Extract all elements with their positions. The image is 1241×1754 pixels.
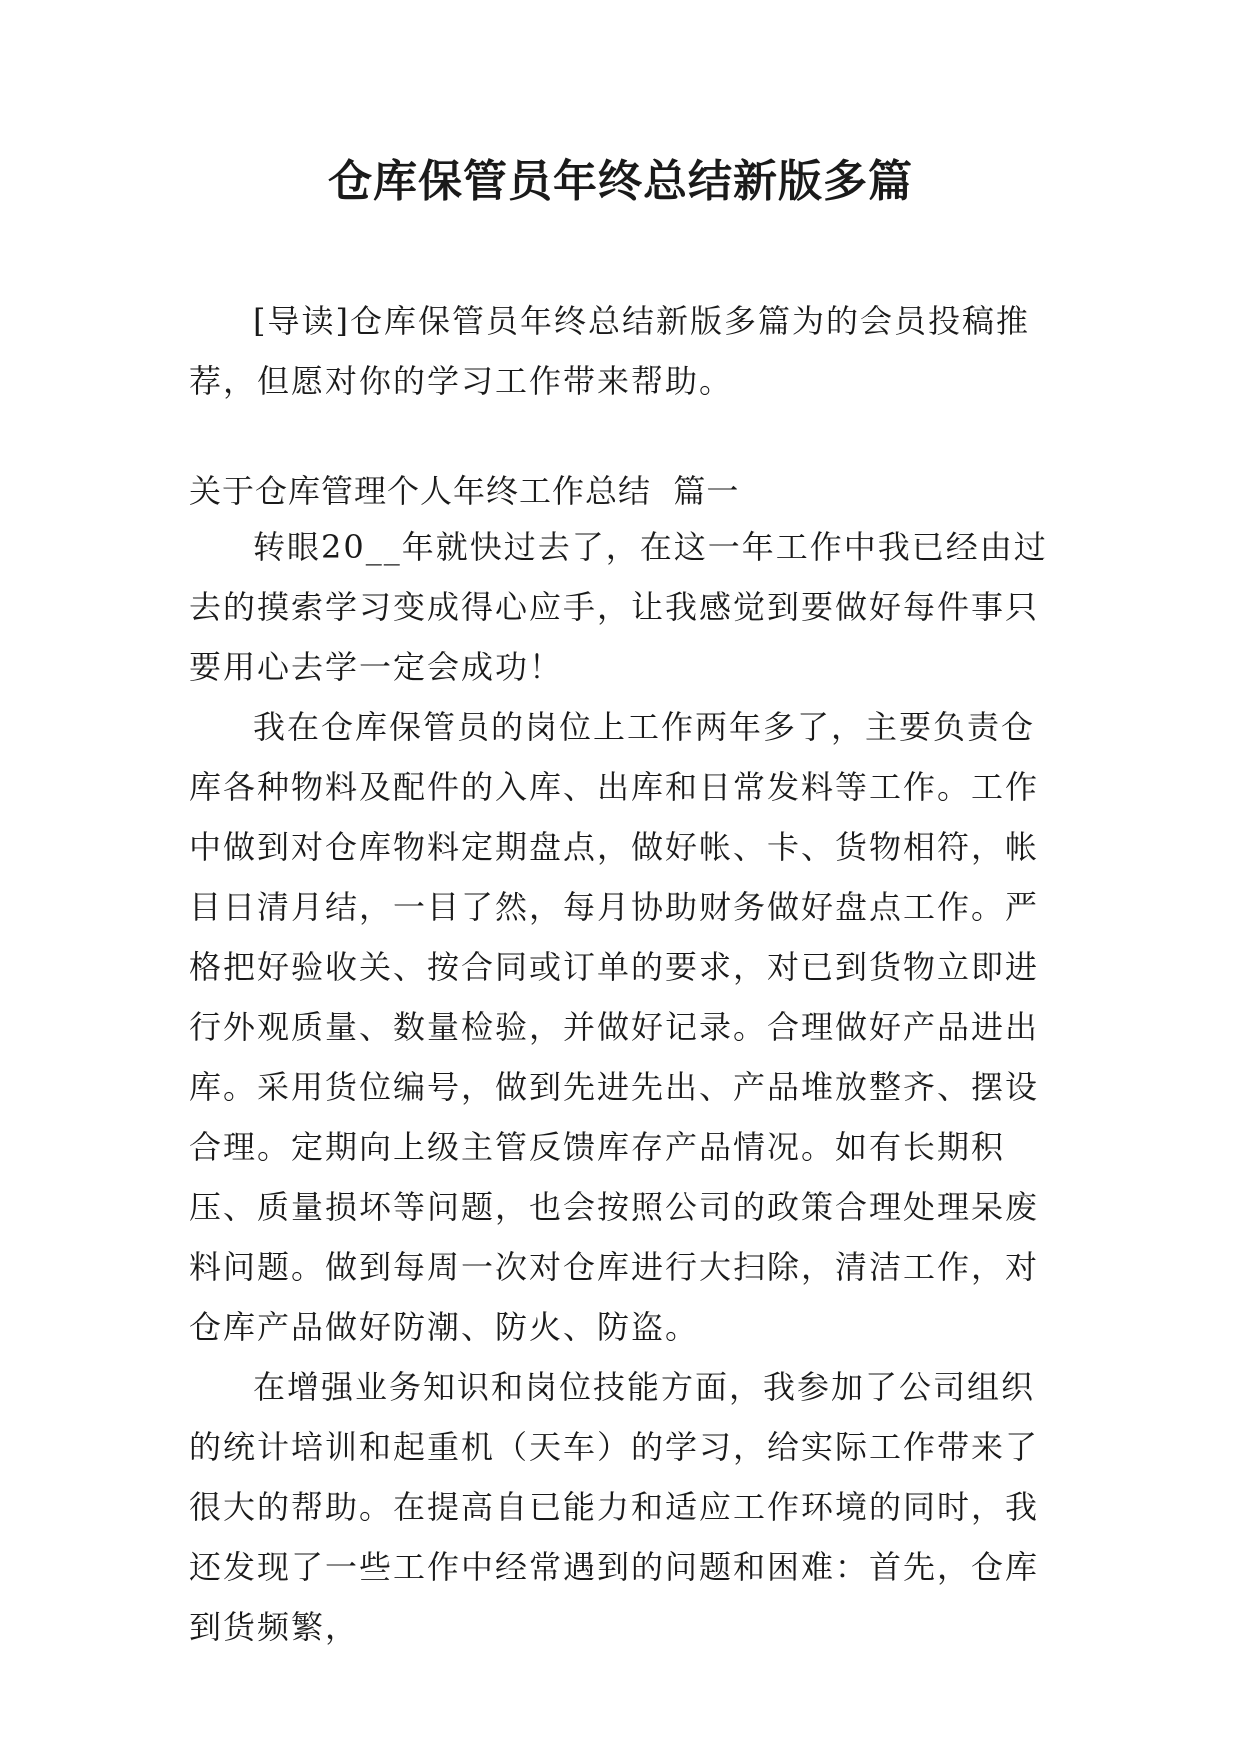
document-title: 仓库保管员年终总结新版多篇 [328,156,913,207]
body-paragraph: 转眼20__年就快过去了，在这一年工作中我已经由过去的摸索学习变成得心应手，让我感觉到要做好每件事只要用心去学一定会成功！ [189,528,1048,686]
body-paragraph: 我在仓库保管员的岗位上工作两年多了，主要负责仓库各种物料及配件的入库、出库和日常发料等工作。工作中做到对仓库物料定期盘点，做好帐、卡、货物相符，帐目日清月结，一目了然，每月协助财务做好盘点工作。严格把好验收关、按合同或订单的要求，对已到货物立即进行外观质量、数量检验，并做好记录。合理做好产品进出库。采用货位编号，做到先进先出、产品堆放整齐、摆设合理。定期向上级主管反馈库存产品情况。如有长期积压、质量损坏等问题，也会按照公司的政策合理处理呆废料问题。做到每周一次对仓库进行大扫除，清洁工作，对仓库产品做好防潮、防火、防盗。 [189,708,1040,1346]
body-paragraphs [189,517,1055,1657]
intro-block [189,291,1055,411]
section-heading: 关于仓库管理个人年终工作总结 篇一 [189,472,740,510]
body-paragraph: 在增强业务知识和岗位技能方面，我参加了公司组织的统计培训和起重机（天车）的学习，给实际工作带来了很大的帮助。在提高自已能力和适应工作环境的同时，我还发现了一些工作中经常遇到的问题和困难：首先，仓库到货频繁， [189,1368,1040,1646]
intro-paragraph: [导读]仓库保管员年终总结新版多篇为的会员投稿推荐，但愿对你的学习工作带来帮助。 [189,302,1030,400]
